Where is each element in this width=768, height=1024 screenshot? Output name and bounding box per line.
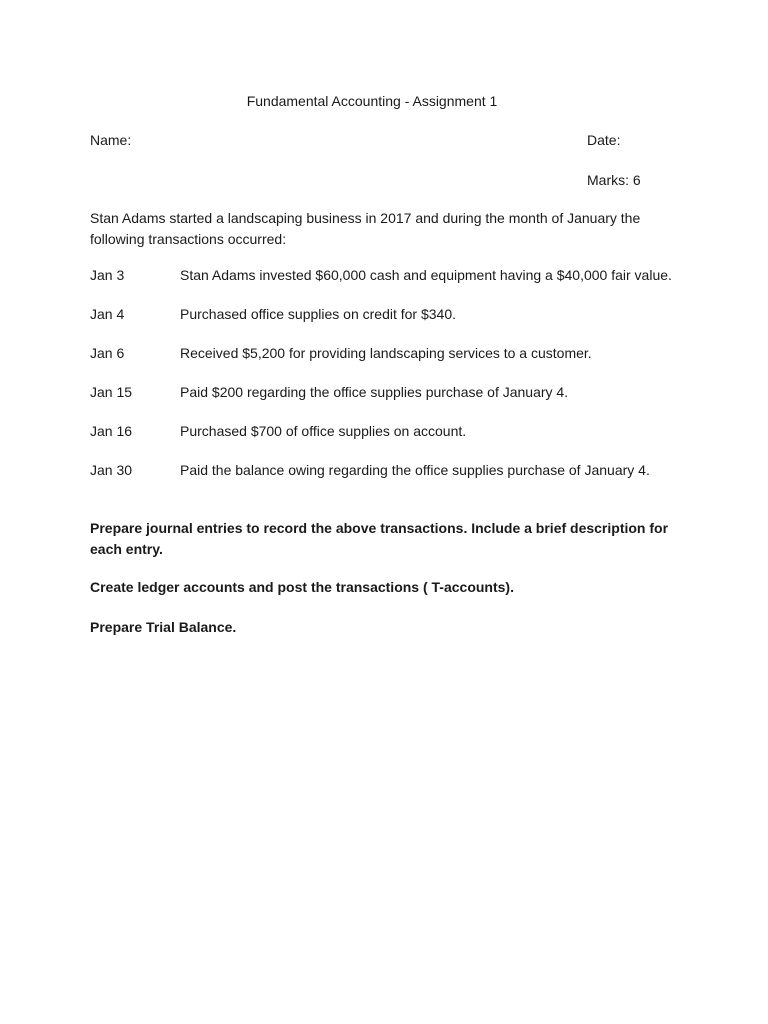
marks-label: Marks: 6 [587,172,641,188]
transaction-description: Received $5,200 for providing landscaping services to a customer. [180,345,592,361]
transaction-row [90,306,690,326]
instruction-journal-entries: Prepare journal entries to record the above transactions. Include a brief description for each entry. [90,520,669,557]
transaction-description: Purchased office supplies on credit for $340. [180,306,457,322]
transaction-date: Jan 16 [90,423,133,439]
transaction-row [90,267,690,287]
name-label: Name: [90,132,132,148]
document-title: Fundamental Accounting - Assignment 1 [246,93,498,109]
transaction-row [90,462,690,482]
instruction-trial-balance: Prepare Trial Balance. [90,619,237,635]
intro-paragraph: Stan Adams started a landscaping business in 2017 and during the month of January the following transactions occurred: [90,210,641,247]
transaction-date: Jan 4 [90,306,125,322]
transaction-description: Stan Adams invested $60,000 cash and equipment having a $40,000 fair value. [180,267,672,283]
transaction-date: Jan 30 [90,462,133,478]
transaction-row [90,423,690,443]
transaction-row [90,345,690,365]
transaction-date: Jan 6 [90,345,125,361]
instruction-ledger-accounts: Create ledger accounts and post the transactions ( T-accounts). [90,579,514,595]
date-label: Date: [587,132,621,148]
transaction-date: Jan 15 [90,384,133,400]
transaction-description: Paid $200 regarding the office supplies purchase of January 4. [180,384,569,400]
transaction-date: Jan 3 [90,267,125,283]
transaction-description: Paid the balance owing regarding the office supplies purchase of January 4. [180,462,650,478]
transaction-description: Purchased $700 of office supplies on account. [180,423,467,439]
transaction-row [90,384,690,404]
